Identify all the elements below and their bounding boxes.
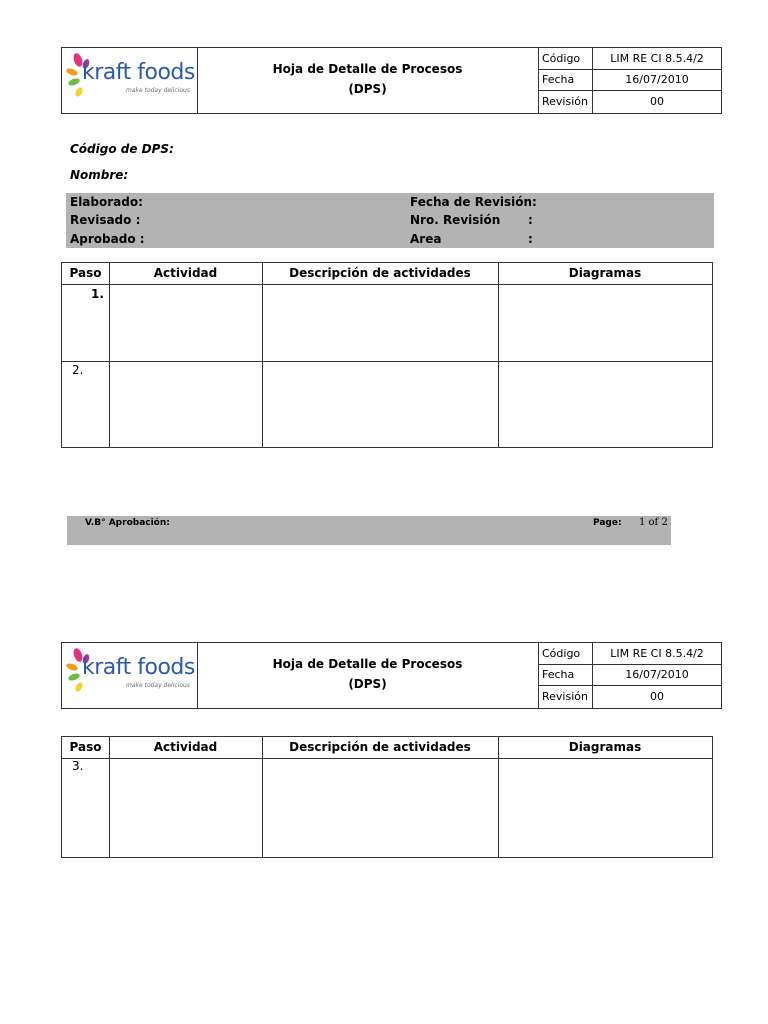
meta-key: Fecha [538, 69, 593, 90]
step-number: 3. [72, 759, 84, 773]
meta-value: 00 [650, 95, 664, 108]
column-divider [262, 263, 263, 447]
document-header [61, 47, 722, 114]
colon: : [528, 213, 533, 227]
header-paso: Paso [69, 740, 102, 754]
meta-value: 00 [650, 690, 664, 703]
area-label: Area [410, 232, 442, 246]
meta-row-fecha [538, 69, 721, 91]
meta-key: Código [538, 48, 593, 69]
step-number: 2. [72, 363, 84, 377]
meta-block [538, 48, 721, 113]
fecha-revision-label: Fecha de Revisión: [410, 195, 537, 209]
title-cell [197, 48, 539, 113]
revisado-label: Revisado : [70, 213, 141, 227]
logo-cell [62, 48, 198, 113]
kraft-foods-logo [62, 643, 197, 708]
row-divider [62, 361, 712, 362]
header-descripcion: Descripción de actividades [289, 740, 471, 754]
meta-row-revision [538, 685, 721, 708]
document-subtitle: (DPS) [348, 677, 387, 691]
title-cell [197, 643, 539, 708]
column-divider [109, 263, 110, 447]
brand-name: kraft foods [82, 60, 195, 85]
meta-key: Fecha [538, 664, 593, 685]
meta-value: 16/07/2010 [625, 73, 689, 86]
nombre-label: Nombre: [70, 168, 129, 182]
document-title: Hoja de Detalle de Procesos [272, 62, 463, 76]
meta-value: LIM RE CI 8.5.4/2 [610, 52, 704, 65]
meta-row-codigo [538, 643, 721, 665]
colon: : [528, 232, 533, 246]
brand-tagline: make today delicious [126, 682, 190, 689]
table-header-row [62, 737, 712, 759]
meta-row-codigo [538, 48, 721, 70]
activity-table [61, 736, 713, 858]
meta-value: 16/07/2010 [625, 668, 689, 681]
meta-key: Revisión [538, 90, 593, 113]
brand-tagline: make today delicious [126, 87, 190, 94]
document-title: Hoja de Detalle de Procesos [272, 657, 463, 671]
meta-key: Código [538, 643, 593, 664]
step-number: 1. [91, 287, 104, 301]
aprobado-label: Aprobado : [70, 232, 145, 246]
approval-band [67, 516, 671, 545]
page-label: Page: [593, 518, 622, 528]
column-divider [498, 263, 499, 447]
codigo-dps-label: Código de DPS: [70, 142, 174, 156]
approval-label: V.B° Aprobación: [85, 518, 170, 528]
elaborado-label: Elaborado: [70, 195, 143, 209]
meta-row-fecha [538, 664, 721, 686]
logo-cell [62, 643, 198, 708]
meta-key: Revisión [538, 685, 593, 708]
meta-row-revision [538, 90, 721, 113]
info-band [66, 193, 714, 248]
table-header-row [62, 263, 712, 285]
activity-table [61, 262, 713, 448]
header-actividad: Actividad [153, 266, 218, 280]
header-actividad: Actividad [153, 740, 218, 754]
document-header [61, 642, 722, 709]
header-descripcion: Descripción de actividades [289, 266, 471, 280]
page-number: 1 of 2 [639, 517, 668, 528]
kraft-foods-logo [62, 48, 197, 113]
meta-block [538, 643, 721, 708]
document-subtitle: (DPS) [348, 82, 387, 96]
header-diagramas: Diagramas [568, 266, 642, 280]
header-diagramas: Diagramas [568, 740, 642, 754]
brand-name: kraft foods [82, 655, 195, 680]
nro-revision-label: Nro. Revisión [410, 213, 501, 227]
header-paso: Paso [69, 266, 102, 280]
meta-value: LIM RE CI 8.5.4/2 [610, 647, 704, 660]
